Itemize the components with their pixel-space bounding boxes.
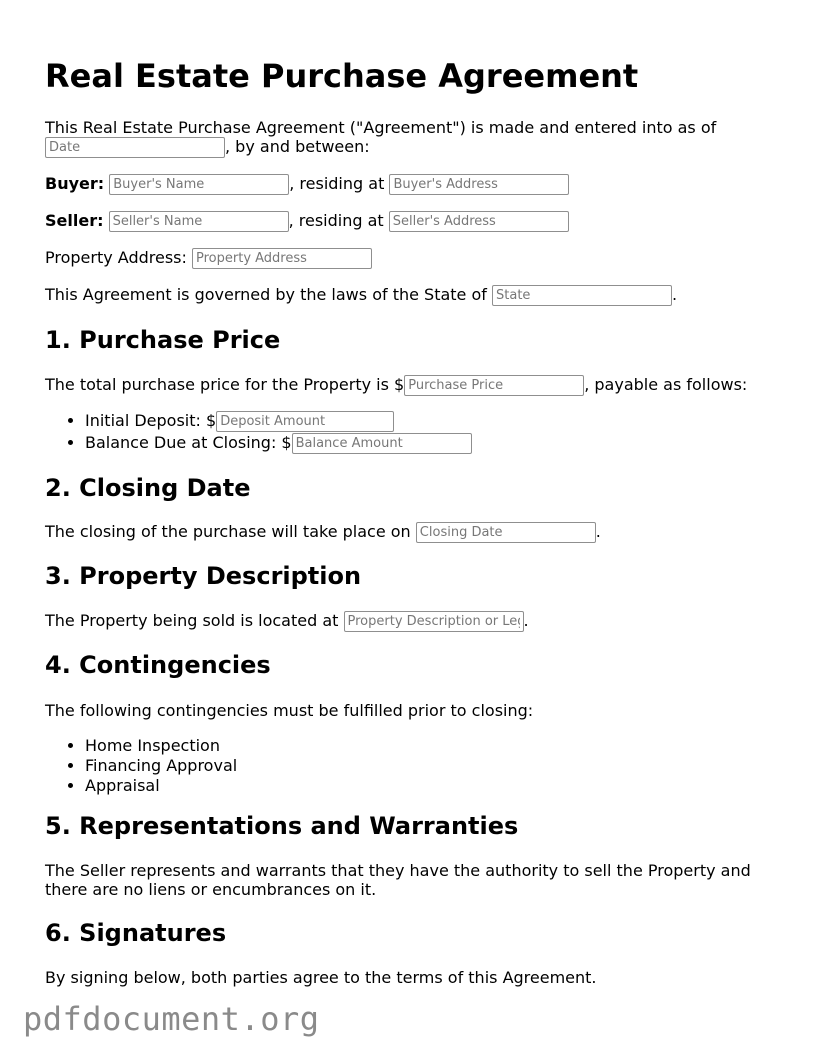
intro-line-1 <box>45 118 716 138</box>
section-heading-purchase-price: 1. Purchase Price <box>45 326 281 354</box>
watermark: pdfdocument.org <box>23 1000 320 1038</box>
property-address-line <box>45 248 372 269</box>
closing-date-input[interactable] <box>416 522 596 543</box>
buyer-line <box>45 174 569 195</box>
contingencies-list <box>45 736 237 796</box>
list-item: • Appraisal <box>85 776 237 796</box>
signatures-text: By signing below, both parties agree to the terms of this Agreement. <box>45 968 597 987</box>
list-item <box>85 433 472 454</box>
buyer-name-input[interactable] <box>109 174 289 195</box>
section-heading-property-description: 3. Property Description <box>45 562 362 590</box>
property-description-line <box>45 611 529 632</box>
buyer-address-input[interactable] <box>389 174 569 195</box>
seller-line <box>45 211 569 232</box>
purchase-price-text: The total purchase price for the Property is $ <box>45 375 405 394</box>
governing-law-line <box>45 285 677 306</box>
closing-date-text: The closing of the purchase will take place on <box>45 522 411 541</box>
property-address-label: Property Address: <box>45 248 187 267</box>
list-item: • Home Inspection <box>85 736 237 756</box>
list-item <box>85 411 472 432</box>
intro-text: This Real Estate Purchase Agreement ("Agreement") is made and entered into as of <box>45 118 717 137</box>
seller-address-input[interactable] <box>389 211 569 232</box>
closing-date-period: . <box>595 522 601 541</box>
contingencies-intro: The following contingencies must be fulfilled prior to closing: <box>45 701 534 720</box>
section-heading-representations: 5. Representations and Warranties <box>45 812 519 840</box>
intro-line-2 <box>45 137 370 158</box>
purchase-price-input[interactable] <box>404 375 584 396</box>
balance-amount-input[interactable] <box>292 433 472 454</box>
property-description-text: The Property being sold is located at <box>45 611 339 630</box>
seller-residing-text: , residing at <box>288 211 384 230</box>
section-heading-contingencies: 4. Contingencies <box>45 651 271 679</box>
property-address-input[interactable] <box>192 248 372 269</box>
representations-text-line-1: The Seller represents and warrants that they have the authority to sell the Property and <box>45 861 751 880</box>
seller-label: Seller: <box>45 211 104 230</box>
purchase-price-line <box>45 375 747 396</box>
closing-date-line <box>45 522 601 543</box>
property-description-input[interactable] <box>344 611 524 632</box>
list-item: • Financing Approval <box>85 756 237 776</box>
seller-name-input[interactable] <box>109 211 289 232</box>
representations-text-line-2: there are no liens or encumbrances on it. <box>45 880 377 899</box>
section-heading-closing-date: 2. Closing Date <box>45 474 251 502</box>
intro-text-after: , by and between: <box>225 137 370 156</box>
balance-label: Balance Due at Closing: $ <box>85 433 292 452</box>
buyer-residing-text: , residing at <box>289 174 385 193</box>
deposit-label: Initial Deposit: $ <box>85 411 217 430</box>
state-input[interactable] <box>492 285 672 306</box>
governing-law-text: This Agreement is governed by the laws of the State of <box>45 285 487 304</box>
payment-list <box>45 411 472 454</box>
agreement-date-input[interactable] <box>45 137 225 158</box>
buyer-label: Buyer: <box>45 174 105 193</box>
deposit-amount-input[interactable] <box>216 411 394 432</box>
governing-law-period: . <box>672 285 678 304</box>
property-description-period: . <box>523 611 529 630</box>
page-title: Real Estate Purchase Agreement <box>45 57 639 95</box>
purchase-price-text-after: , payable as follows: <box>584 375 748 394</box>
section-heading-signatures: 6. Signatures <box>45 919 227 947</box>
